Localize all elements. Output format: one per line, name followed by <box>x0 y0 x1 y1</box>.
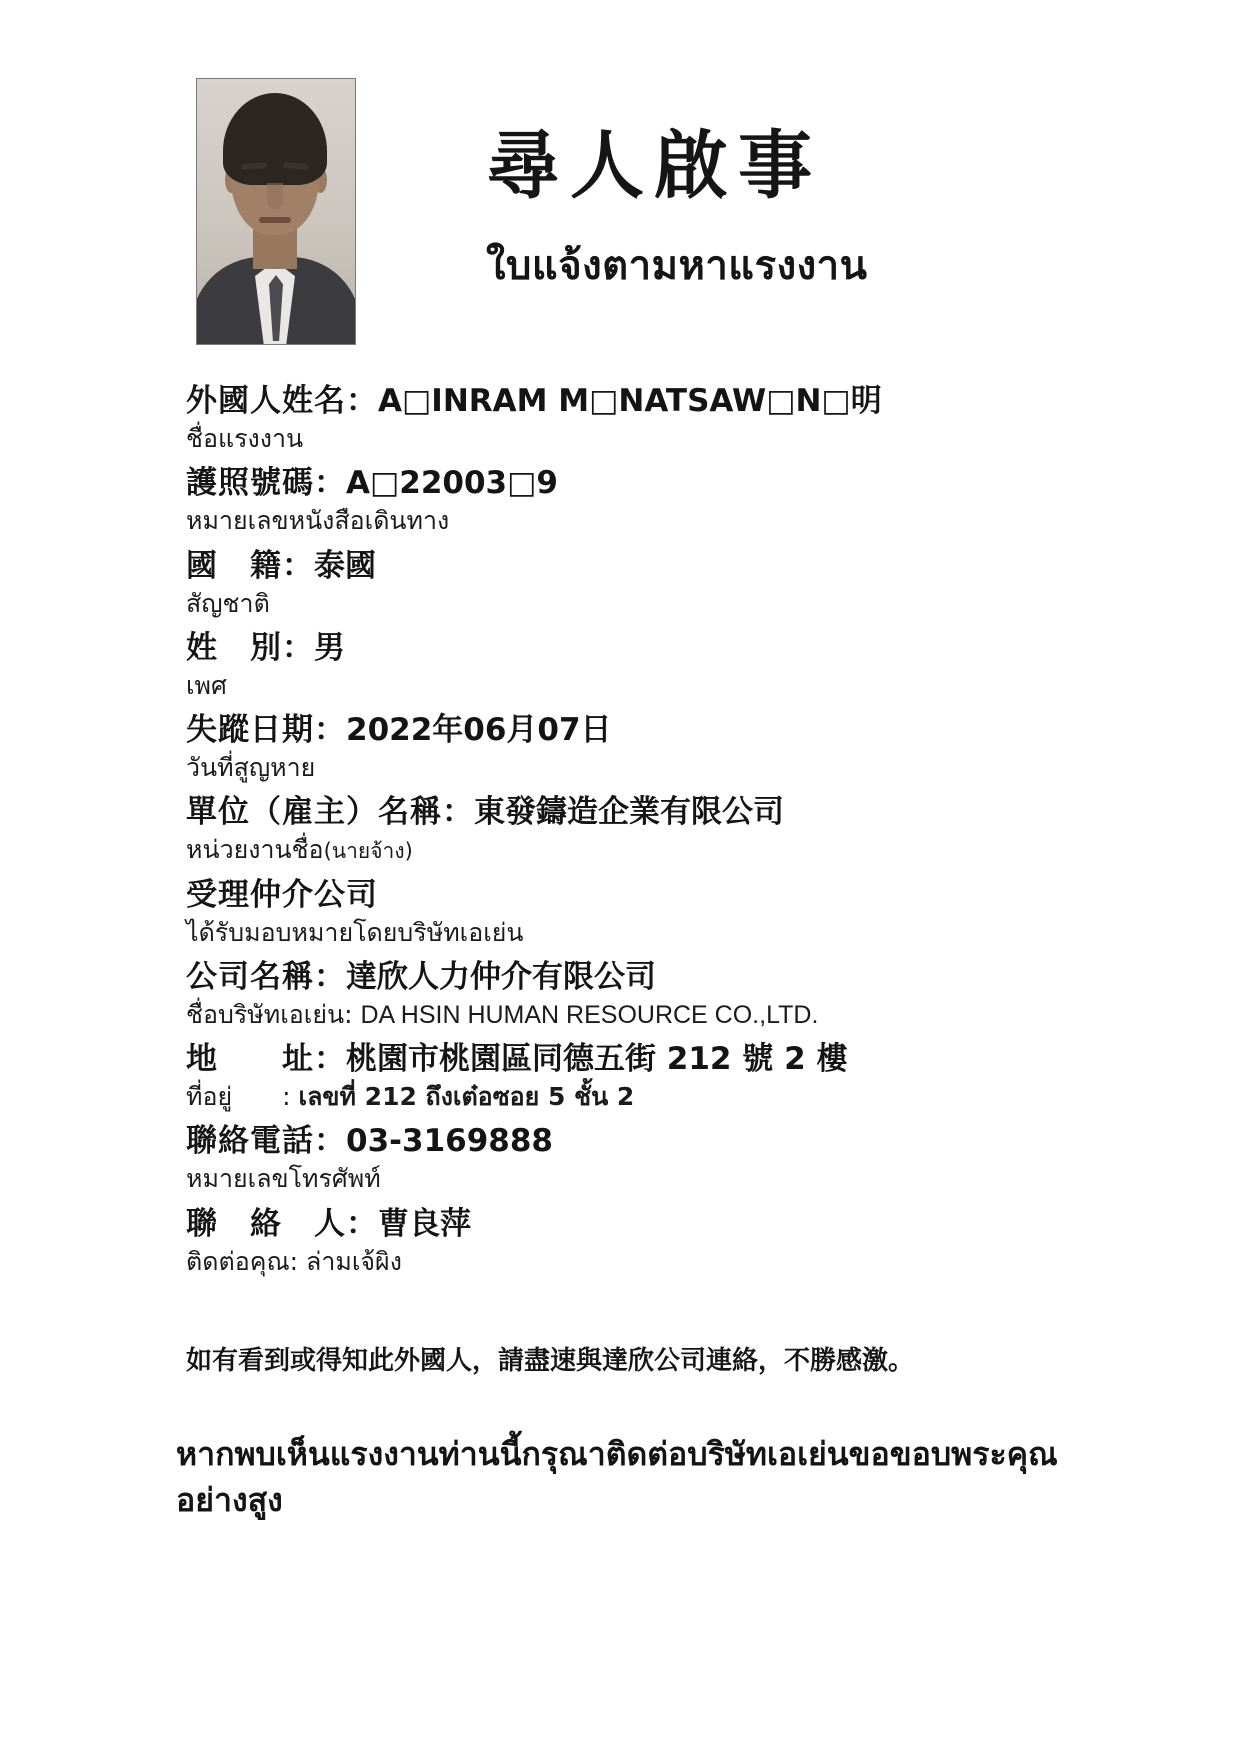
field-missing-date <box>186 708 1146 786</box>
field-address-label-zh: 地 址： <box>186 1041 346 1078</box>
field-agency-name <box>186 955 1146 1033</box>
field-gender-value: 男 <box>314 629 345 666</box>
field-employer <box>186 790 1146 868</box>
field-employer-label-th: หน่วยงานชื่อ <box>186 835 324 865</box>
field-phone-label-zh: 聯絡電話： <box>186 1123 346 1160</box>
field-nationality-label-th: สัญชาติ <box>186 588 270 618</box>
field-gender <box>186 626 1146 704</box>
page-title: 尋人啟事 <box>486 123 822 209</box>
field-name-label-th: ชื่อแรงงาน <box>186 424 304 454</box>
missing-person-photo <box>196 78 356 345</box>
field-agency-name-value: 達欣人力仲介有限公司 <box>346 958 656 995</box>
field-address-value: 桃園市桃園區同德五街 212 號 2 樓 <box>346 1041 848 1078</box>
field-name-label-zh: 外國人姓名： <box>186 383 378 419</box>
field-contact-person-label-zh: 聯 絡 人： <box>186 1205 378 1242</box>
notice-text-th: หากพบเห็นแรงงานท่านนี้กรุณาติดต่อบริษัทเอเย่นขอขอบพระคุณอย่างสูง <box>176 1434 1058 1520</box>
field-employer-label-zh: 單位（雇主）名稱： <box>186 794 474 831</box>
field-contact-person-value: 曹良萍 <box>378 1205 471 1242</box>
field-phone-value: 03-3169888 <box>346 1123 553 1160</box>
field-missing-date-label-zh: 失蹤日期： <box>186 712 346 749</box>
document-header <box>0 0 1240 345</box>
field-agency-heading-label-th: ได้รับมอบหมายโดยบริษัทเอเย่น <box>186 917 524 947</box>
field-contact-person-label-th: ติดต่อคุณ: <box>186 1246 299 1276</box>
portrait-illustration <box>197 79 355 344</box>
field-list <box>186 379 1146 1280</box>
field-phone <box>186 1119 1146 1197</box>
field-nationality-label-zh: 國 籍： <box>186 547 314 584</box>
field-agency-name-label-th: ชื่อบริษัทเอเย่น: <box>186 999 353 1029</box>
field-passport-label-th: หมายเลขหนังสือเดินทาง <box>186 506 450 536</box>
field-phone-label-th: หมายเลขโทรศัพท์ <box>186 1164 381 1194</box>
field-employer-value: 東發鑄造企業有限公司 <box>474 794 784 831</box>
field-passport-value: A□22003□9 <box>346 465 558 502</box>
field-address-label-th: ที่อยู่ : <box>186 1082 291 1112</box>
field-employer-note-th: (นายจ้าง) <box>323 839 413 864</box>
page-subtitle: ใบแจ้งตามหาแรงงาน <box>486 243 868 290</box>
field-nationality <box>186 544 1146 622</box>
field-name <box>186 379 1146 457</box>
field-agency-heading <box>186 873 1146 951</box>
field-gender-label-zh: 姓 別： <box>186 629 314 666</box>
field-name-value: A□INRAM M□NATSAW□N□明 <box>378 383 882 419</box>
title-block <box>486 78 867 297</box>
field-contact-person-value-th: ล่ามเจ้ผิง <box>306 1246 402 1276</box>
field-address-value-th: เลขที่ 212 ถึงเต๋อซอย 5 ชั้น 2 <box>298 1082 635 1112</box>
field-contact-person <box>186 1202 1146 1280</box>
field-missing-date-label-th: วันที่สูญหาย <box>186 753 316 783</box>
field-address <box>186 1037 1146 1115</box>
field-agency-name-label-zh: 公司名稱： <box>186 958 346 995</box>
field-passport <box>186 461 1146 539</box>
field-agency-heading-label-zh: 受理仲介公司 <box>186 876 378 913</box>
field-agency-name-value-en: DA HSIN HUMAN RESOURCE CO.,LTD. <box>360 1000 819 1029</box>
notice-text-zh: 如有看到或得知此外國人，請盡速與達欣公司連絡，不勝感激。 <box>186 1345 915 1376</box>
field-nationality-value: 泰國 <box>314 547 376 584</box>
field-gender-label-th: เพศ <box>186 670 227 700</box>
field-passport-label-zh: 護照號碼： <box>186 465 346 502</box>
field-missing-date-value: 2022年06月07日 <box>346 712 612 749</box>
